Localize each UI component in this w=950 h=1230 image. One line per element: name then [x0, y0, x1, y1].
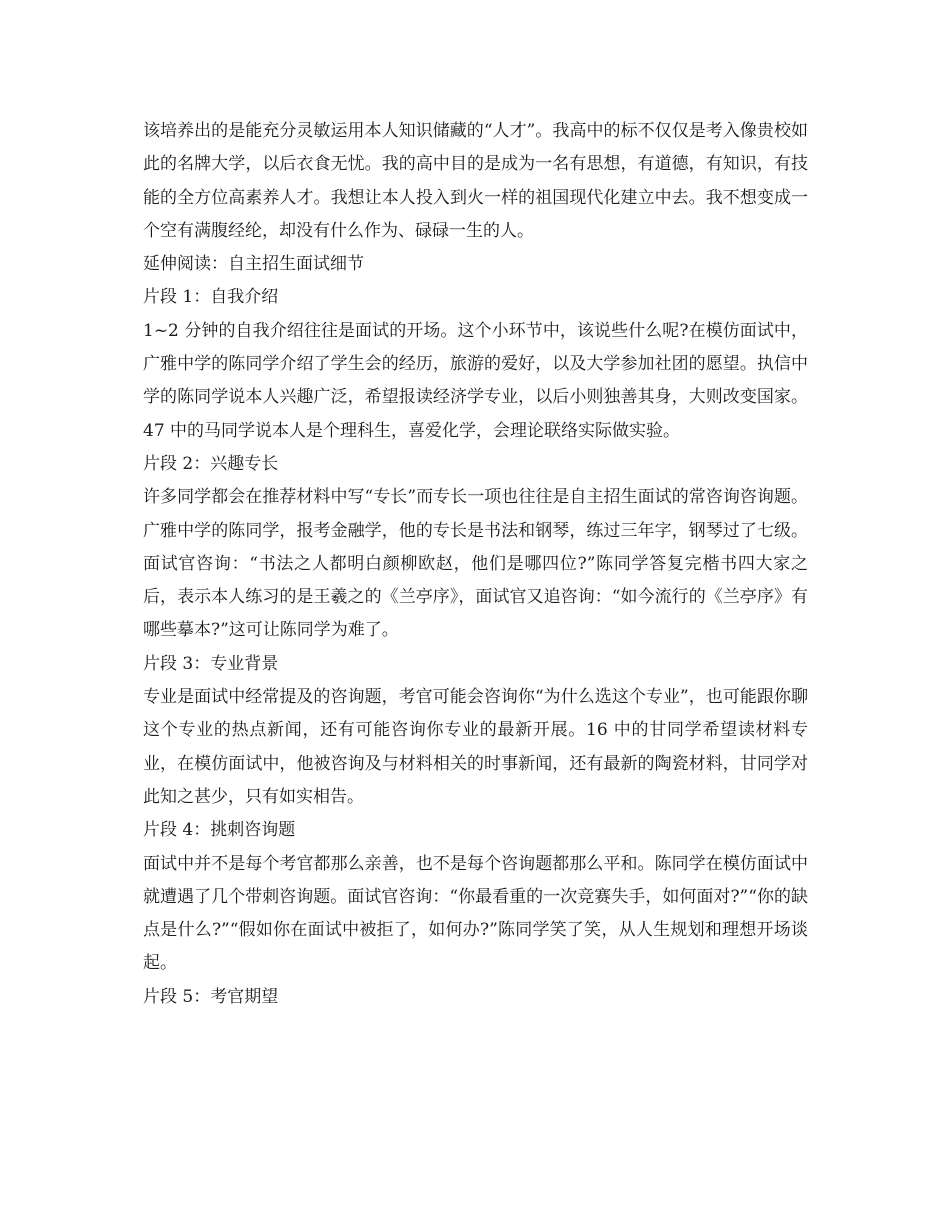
document-body	[143, 115, 808, 1014]
segment-5-heading: 片段 5：考官期望	[143, 986, 279, 1007]
segment-3-heading: 片段 3：专业背景	[143, 653, 279, 674]
extended-reading-heading: 延伸阅读：自主招生面试细节	[143, 254, 364, 275]
segment-2-heading: 片段 2：兴趣专长	[143, 453, 279, 474]
segment-1-paragraph: 1~2 分钟的自我介绍往往是面试的开场。这个小环节中，该说些什么呢?在模仿面试中，广雅中学的陈同学介绍了学生会的经历，旅游的爱好，以及大学参加社团的愿望。执信中学的陈同学说本人兴趣广泛，希望报读经济学专业，以后小则独善其身，大则改变国家。47 中的马同学说本人是个理科生，喜爱化学，会理论联络实际做实验。	[143, 320, 808, 441]
intro-paragraph: 该培养出的是能充分灵敏运用本人知识储藏的“人才”。我高中的标不仅仅是考入像贵校如此的名牌大学，以后衣食无忧。我的高中目的是成为一名有思想，有道德，有知识，有技能的全方位高素养人才。我想让本人投入到火一样的祖国现代化建立中去。我不想变成一个空有满腹经纶，却没有什么作为、碌碌一生的人。	[143, 121, 808, 241]
segment-4-paragraph: 面试中并不是每个考官都那么亲善，也不是每个咨询题都那么平和。陈同学在模仿面试中就遭遇了几个带刺咨询题。面试官咨询：“你最看重的一次竞赛失手，如何面对?”“你的缺点是什么?”“假如你在面试中被拒了，如何办?”陈同学笑了笑，从人生规划和理想开场谈起。	[143, 853, 808, 974]
segment-1-heading: 片段 1：自我介绍	[143, 287, 279, 308]
segment-2-paragraph: 许多同学都会在推荐材料中写“专长”而专长一项也往往是自主招生面试的常咨询咨询题。广雅中学的陈同学，报考金融学，他的专长是书法和钢琴，练过三年字，钢琴过了七级。面试官咨询：“书法之人都明白颜柳欧赵，他们是哪四位?”陈同学答复完楷书四大家之后，表示本人练习的是王羲之的《兰亭序》，面试官又追咨询：“如今流行的《兰亭序》有哪些摹本?”这可让陈同学为难了。	[143, 487, 808, 641]
segment-4-heading: 片段 4：挑刺咨询题	[143, 820, 296, 841]
segment-3-paragraph: 专业是面试中经常提及的咨询题，考官可能会咨询你“为什么选这个专业”，也可能跟你聊这个专业的热点新闻，还有可能咨询你专业的最新开展。16 中的甘同学希望读材料专业，在模仿面试中，他被咨询及与材料相关的时事新闻，还有最新的陶瓷材料，甘同学对此知之甚少，只有如实相告。	[143, 687, 808, 807]
